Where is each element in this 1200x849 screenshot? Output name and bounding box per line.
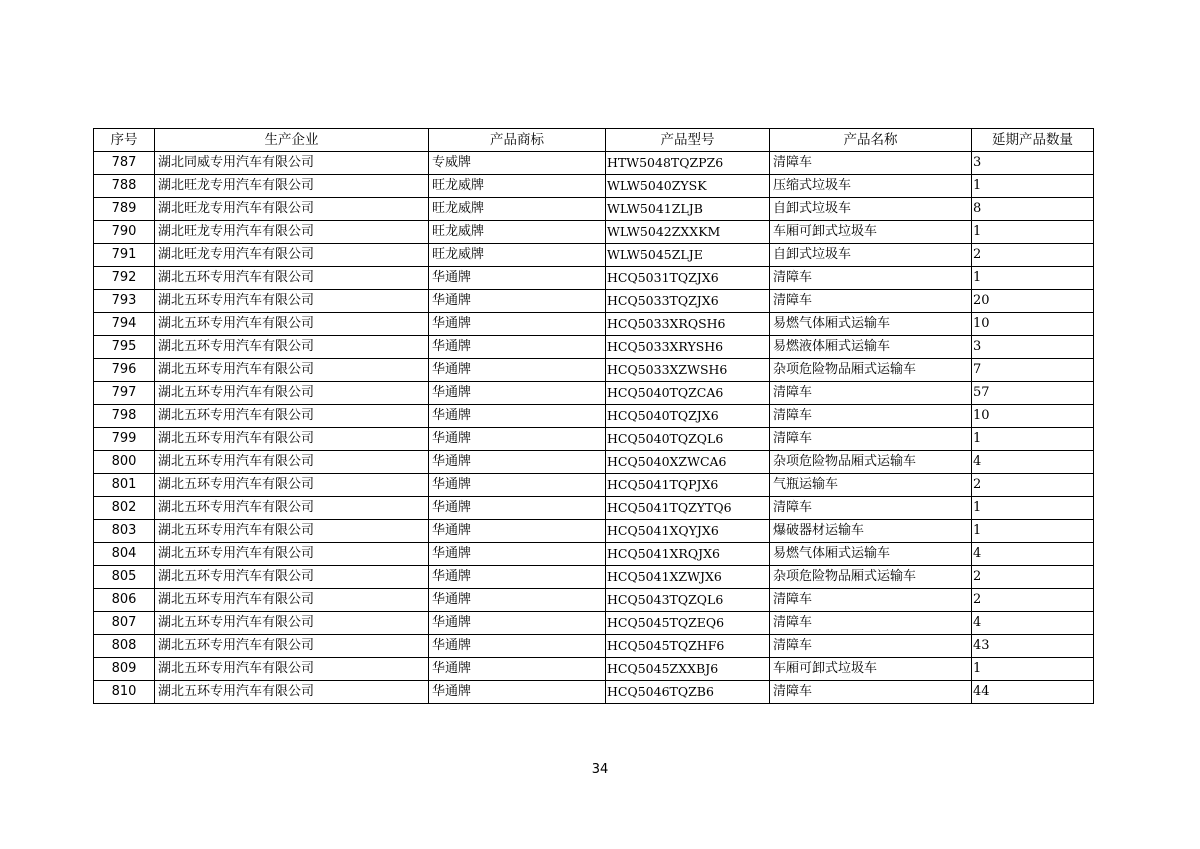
cell-model: HCQ5046TQZB6 [606,681,770,704]
cell-product-name: 清障车 [770,589,972,612]
cell-brand: 专威牌 [429,152,606,175]
cell-product-name: 爆破器材运输车 [770,520,972,543]
cell-seq: 794 [94,313,155,336]
cell-brand: 华通牌 [429,589,606,612]
cell-brand: 华通牌 [429,290,606,313]
table-row [94,543,1094,566]
cell-seq: 801 [94,474,155,497]
cell-count: 3 [972,336,1094,359]
cell-count: 10 [972,313,1094,336]
table-row [94,451,1094,474]
cell-company: 湖北旺龙专用汽车有限公司 [155,221,429,244]
table-row [94,175,1094,198]
table-row [94,359,1094,382]
cell-brand: 华通牌 [429,405,606,428]
cell-seq: 788 [94,175,155,198]
cell-brand: 旺龙威牌 [429,244,606,267]
table-row [94,198,1094,221]
cell-brand: 华通牌 [429,681,606,704]
table-row [94,244,1094,267]
cell-count: 1 [972,221,1094,244]
cell-count: 2 [972,589,1094,612]
cell-count: 4 [972,612,1094,635]
cell-count: 4 [972,451,1094,474]
cell-count: 2 [972,244,1094,267]
cell-company: 湖北五环专用汽车有限公司 [155,359,429,382]
cell-seq: 793 [94,290,155,313]
cell-company: 湖北五环专用汽车有限公司 [155,566,429,589]
cell-model: HCQ5041XQYJX6 [606,520,770,543]
cell-count: 20 [972,290,1094,313]
cell-count: 1 [972,520,1094,543]
cell-model: HCQ5043TQZQL6 [606,589,770,612]
table-header-row [94,129,1094,152]
cell-brand: 华通牌 [429,566,606,589]
cell-product-name: 清障车 [770,382,972,405]
table-row [94,635,1094,658]
cell-seq: 810 [94,681,155,704]
cell-model: WLW5045ZLJE [606,244,770,267]
table-body [94,152,1094,704]
cell-count: 1 [972,497,1094,520]
cell-count: 1 [972,267,1094,290]
cell-count: 2 [972,474,1094,497]
cell-count: 8 [972,198,1094,221]
cell-seq: 802 [94,497,155,520]
table-row [94,520,1094,543]
cell-company: 湖北五环专用汽车有限公司 [155,267,429,290]
cell-seq: 799 [94,428,155,451]
table-row [94,589,1094,612]
cell-model: HCQ5031TQZJX6 [606,267,770,290]
cell-model: HCQ5045TQZHF6 [606,635,770,658]
cell-count: 1 [972,428,1094,451]
cell-product-name: 清障车 [770,152,972,175]
table-row [94,428,1094,451]
cell-model: HCQ5033XRQSH6 [606,313,770,336]
cell-company: 湖北五环专用汽车有限公司 [155,405,429,428]
cell-product-name: 车厢可卸式垃圾车 [770,221,972,244]
cell-company: 湖北同威专用汽车有限公司 [155,152,429,175]
table-row [94,221,1094,244]
cell-brand: 华通牌 [429,382,606,405]
cell-model: HCQ5040XZWCA6 [606,451,770,474]
cell-brand: 华通牌 [429,359,606,382]
cell-product-name: 易燃气体厢式运输车 [770,543,972,566]
cell-company: 湖北旺龙专用汽车有限公司 [155,244,429,267]
table-row [94,290,1094,313]
cell-model: WLW5040ZYSK [606,175,770,198]
cell-product-name: 杂项危险物品厢式运输车 [770,451,972,474]
cell-brand: 华通牌 [429,658,606,681]
cell-brand: 华通牌 [429,543,606,566]
cell-company: 湖北五环专用汽车有限公司 [155,290,429,313]
header-seq: 序号 [94,129,155,152]
cell-seq: 803 [94,520,155,543]
cell-model: HCQ5041XZWJX6 [606,566,770,589]
cell-brand: 旺龙威牌 [429,221,606,244]
cell-product-name: 清障车 [770,290,972,313]
cell-seq: 797 [94,382,155,405]
table-row [94,658,1094,681]
cell-count: 57 [972,382,1094,405]
cell-seq: 790 [94,221,155,244]
cell-seq: 809 [94,658,155,681]
cell-seq: 798 [94,405,155,428]
cell-count: 1 [972,175,1094,198]
cell-model: HTW5048TQZPZ6 [606,152,770,175]
table-row [94,382,1094,405]
cell-brand: 华通牌 [429,520,606,543]
table-row [94,313,1094,336]
header-model: 产品型号 [606,129,770,152]
cell-brand: 华通牌 [429,451,606,474]
cell-seq: 804 [94,543,155,566]
cell-company: 湖北五环专用汽车有限公司 [155,589,429,612]
cell-product-name: 杂项危险物品厢式运输车 [770,359,972,382]
cell-seq: 800 [94,451,155,474]
cell-product-name: 易燃气体厢式运输车 [770,313,972,336]
cell-brand: 华通牌 [429,497,606,520]
cell-model: HCQ5045TQZEQ6 [606,612,770,635]
cell-product-name: 清障车 [770,267,972,290]
cell-company: 湖北五环专用汽车有限公司 [155,382,429,405]
cell-seq: 795 [94,336,155,359]
header-brand: 产品商标 [429,129,606,152]
cell-company: 湖北五环专用汽车有限公司 [155,612,429,635]
cell-seq: 808 [94,635,155,658]
cell-product-name: 自卸式垃圾车 [770,244,972,267]
table-row [94,267,1094,290]
cell-count: 7 [972,359,1094,382]
header-count: 延期产品数量 [972,129,1094,152]
cell-model: HCQ5045ZXXBJ6 [606,658,770,681]
table-row [94,612,1094,635]
cell-product-name: 易燃液体厢式运输车 [770,336,972,359]
cell-product-name: 车厢可卸式垃圾车 [770,658,972,681]
cell-model: HCQ5041TQZYTQ6 [606,497,770,520]
cell-company: 湖北五环专用汽车有限公司 [155,497,429,520]
cell-seq: 807 [94,612,155,635]
cell-count: 3 [972,152,1094,175]
cell-company: 湖北五环专用汽车有限公司 [155,635,429,658]
cell-product-name: 清障车 [770,405,972,428]
cell-product-name: 压缩式垃圾车 [770,175,972,198]
cell-count: 10 [972,405,1094,428]
cell-brand: 华通牌 [429,428,606,451]
cell-brand: 旺龙威牌 [429,198,606,221]
cell-company: 湖北五环专用汽车有限公司 [155,543,429,566]
cell-company: 湖北五环专用汽车有限公司 [155,428,429,451]
cell-seq: 791 [94,244,155,267]
cell-company: 湖北五环专用汽车有限公司 [155,474,429,497]
cell-brand: 华通牌 [429,474,606,497]
header-name: 产品名称 [770,129,972,152]
cell-count: 2 [972,566,1094,589]
cell-product-name: 清障车 [770,612,972,635]
cell-model: HCQ5040TQZCA6 [606,382,770,405]
cell-seq: 805 [94,566,155,589]
cell-product-name: 清障车 [770,635,972,658]
cell-product-name: 杂项危险物品厢式运输车 [770,566,972,589]
cell-seq: 806 [94,589,155,612]
cell-company: 湖北五环专用汽车有限公司 [155,658,429,681]
cell-company: 湖北五环专用汽车有限公司 [155,451,429,474]
cell-seq: 787 [94,152,155,175]
cell-product-name: 清障车 [770,497,972,520]
table-row [94,336,1094,359]
table-row [94,681,1094,704]
cell-product-name: 清障车 [770,428,972,451]
cell-company: 湖北五环专用汽车有限公司 [155,313,429,336]
cell-brand: 华通牌 [429,313,606,336]
table-row [94,405,1094,428]
cell-count: 44 [972,681,1094,704]
cell-brand: 华通牌 [429,635,606,658]
header-company: 生产企业 [155,129,429,152]
page-number: 34 [591,762,609,777]
cell-brand: 华通牌 [429,267,606,290]
table-row [94,474,1094,497]
cell-model: HCQ5040TQZQL6 [606,428,770,451]
cell-company: 湖北五环专用汽车有限公司 [155,681,429,704]
cell-company: 湖北五环专用汽车有限公司 [155,336,429,359]
cell-model: HCQ5041TQPJX6 [606,474,770,497]
cell-brand: 华通牌 [429,336,606,359]
cell-model: WLW5042ZXXKM [606,221,770,244]
product-extension-table [93,128,1094,704]
cell-company: 湖北五环专用汽车有限公司 [155,520,429,543]
cell-model: HCQ5033XRYSH6 [606,336,770,359]
cell-count: 43 [972,635,1094,658]
cell-product-name: 自卸式垃圾车 [770,198,972,221]
cell-count: 4 [972,543,1094,566]
table-row [94,566,1094,589]
cell-seq: 792 [94,267,155,290]
cell-model: HCQ5033XZWSH6 [606,359,770,382]
cell-company: 湖北旺龙专用汽车有限公司 [155,175,429,198]
cell-brand: 旺龙威牌 [429,175,606,198]
table-row [94,497,1094,520]
cell-seq: 789 [94,198,155,221]
cell-product-name: 气瓶运输车 [770,474,972,497]
table-row [94,152,1094,175]
cell-seq: 796 [94,359,155,382]
cell-product-name: 清障车 [770,681,972,704]
cell-model: HCQ5041XRQJX6 [606,543,770,566]
cell-company: 湖北旺龙专用汽车有限公司 [155,198,429,221]
cell-model: WLW5041ZLJB [606,198,770,221]
cell-brand: 华通牌 [429,612,606,635]
cell-model: HCQ5040TQZJX6 [606,405,770,428]
cell-count: 1 [972,658,1094,681]
cell-model: HCQ5033TQZJX6 [606,290,770,313]
